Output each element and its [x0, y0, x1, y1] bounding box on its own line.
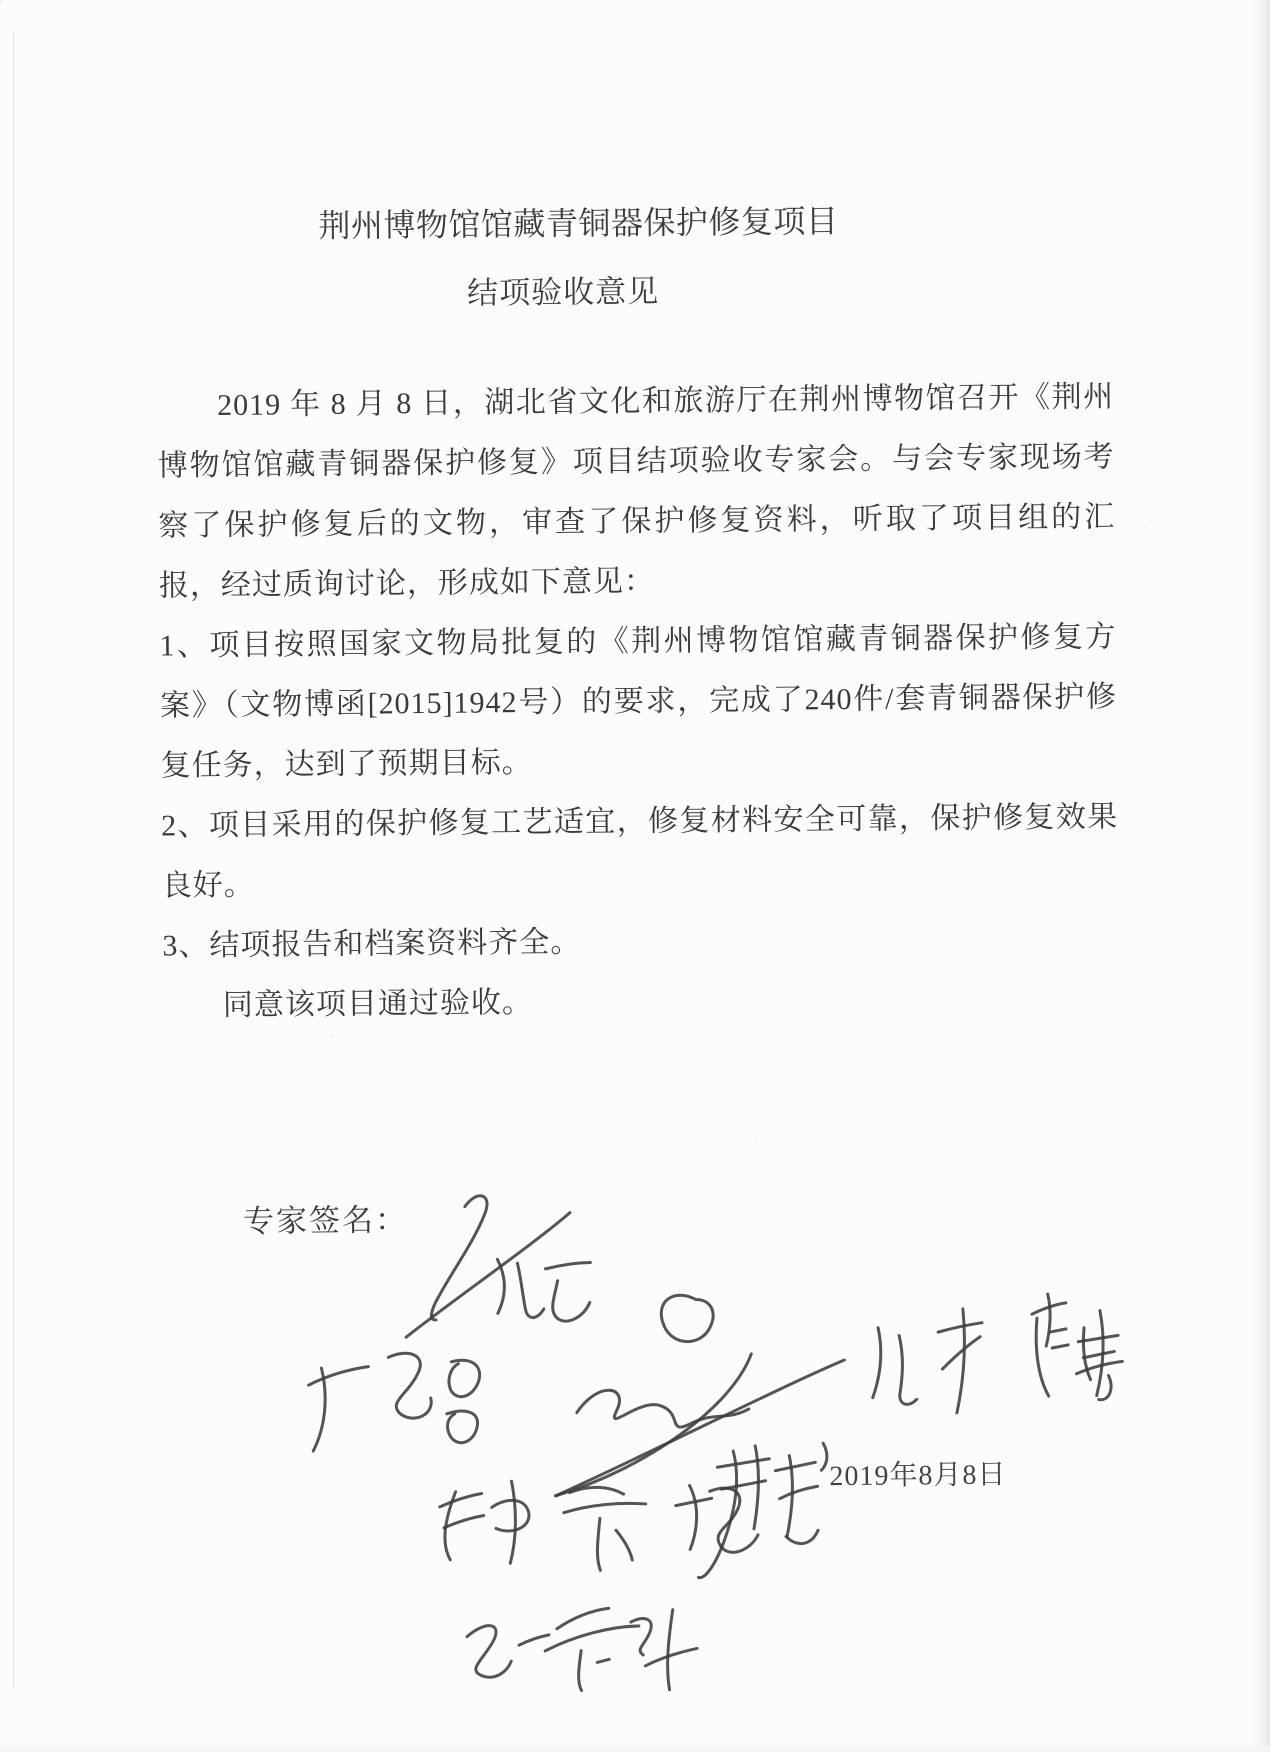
- signature-row4-cursive: [467, 1607, 698, 1691]
- paragraph-item-2: 2、项目采用的保护修复工艺适宜，修复材料安全可靠，保护修复效果良好。: [161, 800, 1119, 903]
- signature-row1-li-huayuan: [405, 1195, 591, 1337]
- signature-row2-xiao-lin: [1032, 1293, 1123, 1400]
- document-title: 荆州博物馆馆藏青铜器保护修复项目: [318, 203, 839, 245]
- paragraph-item-1: 1、项目按照国家文物局批复的《荆州博物馆馆藏青铜器保护修复方案》（文物博函[2015]1942号）的要求，完成了240件/套青铜器保护修复任务，达到了预期目标。: [159, 620, 1118, 783]
- paragraph-item-3: 3、结项报告和档案资料齐全。: [162, 925, 582, 963]
- paragraph-intro: 2019 年 8 月 8 日，湖北省文化和旅游厅在荆州博物馆召开《荆州博物馆馆藏青铜器保护修复》项目结项验收专家会。与会专家现场考察了保护修复后的文物，审查了保护修复资料，听取了项目组的汇报，经过质询讨论，形成如下意见：: [157, 380, 1116, 603]
- document-subtitle: 结项验收意见: [466, 273, 660, 311]
- signature-date: 2019年8月8日: [829, 1459, 1007, 1493]
- signature-row2-cursive-small: [872, 1309, 983, 1414]
- signature-row2-chen-jiachang: [308, 1353, 480, 1452]
- document-body: [157, 367, 1120, 1036]
- paragraph-conclusion: 同意该项目通过验收。: [222, 985, 534, 1022]
- signature-row3-cursive-wide: [440, 1479, 759, 1572]
- scan-noise-speckles: [0, 0, 2, 2]
- signature-row3-cursive-compact: [697, 1443, 828, 1577]
- expert-signature-label: 专家签名：: [242, 1202, 409, 1239]
- handwritten-signatures: [4, 1144, 1270, 1752]
